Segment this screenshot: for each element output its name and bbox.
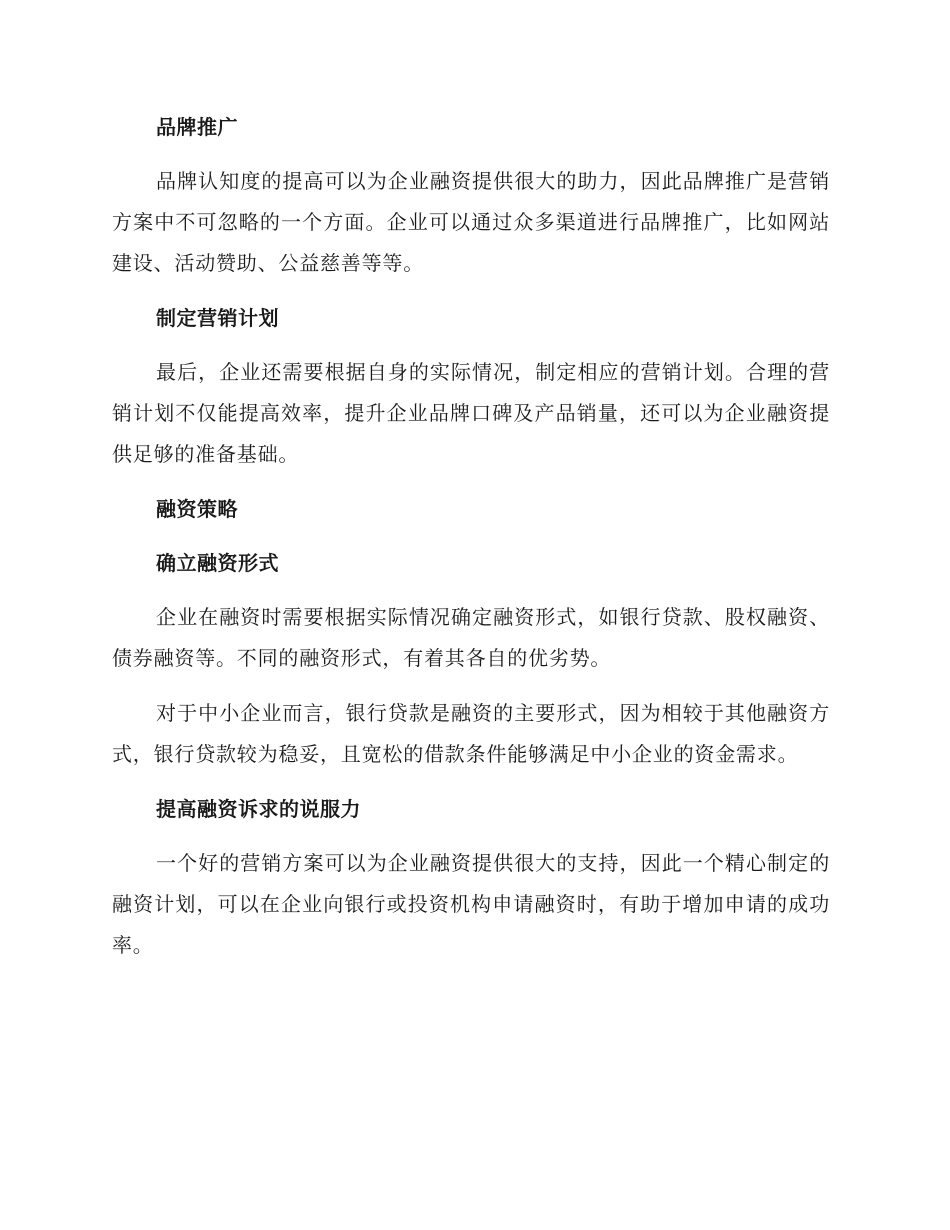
paragraph-marketing-plan: 最后，企业还需要根据自身的实际情况，制定相应的营销计划。合理的营销计划不仅能提高效率，提升企业品牌口碑及产品销量，还可以为企业融资提供足够的准备基础。 [112,360,830,466]
paragraph-persuasiveness: 一个好的营销方案可以为企业融资提供很大的支持，因此一个精心制定的融资计划，可以在企业向银行或投资机构申请融资时，有助于增加申请的成功率。 [112,851,830,957]
section-heading-marketing-plan: 制定营销计划 [156,306,279,330]
paragraph-financing-form: 企业在融资时需要根据实际情况确定融资形式，如银行贷款、股权融资、债券融资等。不同的融资形式，有着其各自的优劣势。 [112,605,830,670]
section-heading-financing-form: 确立融资形式 [156,551,279,575]
paragraph-brand-promotion: 品牌认知度的提高可以为企业融资提供很大的助力，因此品牌推广是营销方案中不可忽略的一个方面。企业可以通过众多渠道进行品牌推广，比如网站建设、活动赞助、公益慈善等等。 [112,169,830,275]
section-heading-brand-promotion: 品牌推广 [156,115,238,139]
paragraph-sme-bank-loans: 对于中小企业而言，银行贷款是融资的主要形式，因为相较于其他融资方式，银行贷款较为稳妥，且宽松的借款条件能够满足中小企业的资金需求。 [112,701,830,766]
section-heading-persuasiveness: 提高融资诉求的说服力 [156,797,361,821]
document-page [112,107,830,980]
section-heading-financing-strategy: 融资策略 [156,497,238,521]
